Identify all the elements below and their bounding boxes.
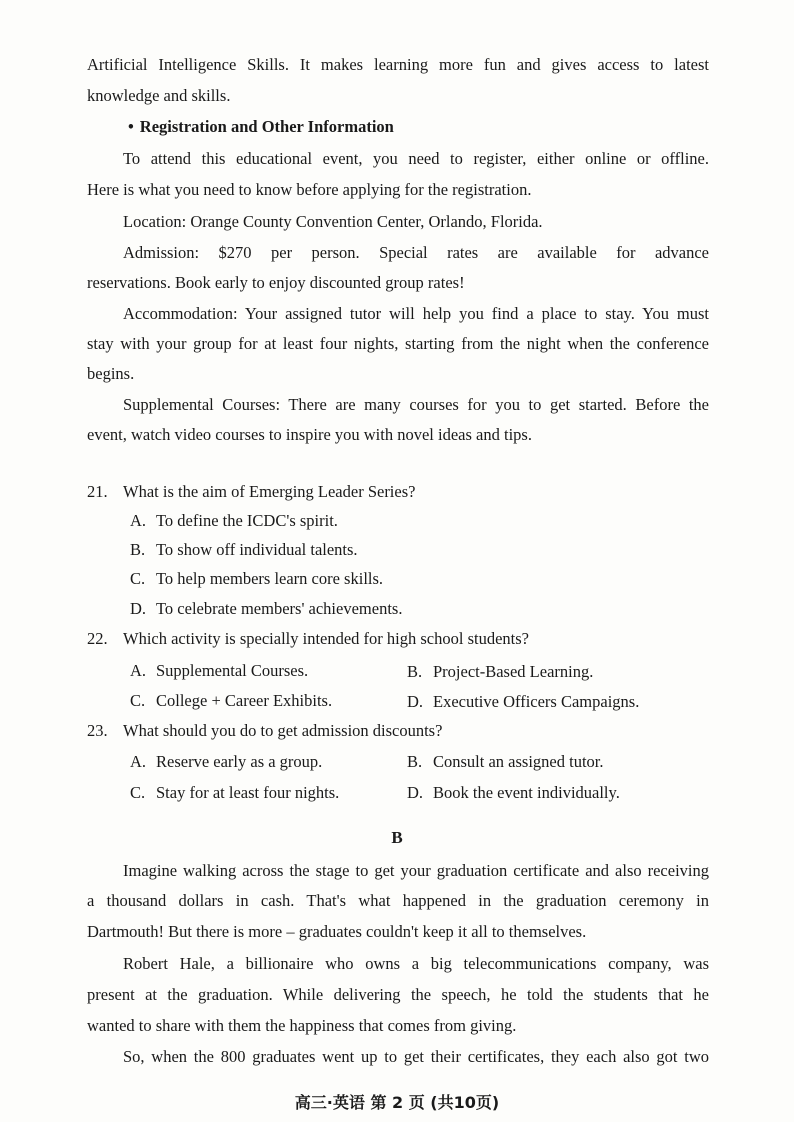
- section-b-p2-line-2: present at the graduation. While delivering the speech, he told the students that he: [87, 985, 709, 1004]
- question-text: What is the aim of Emerging Leader Series?: [123, 482, 416, 501]
- option-21-b[interactable]: B. To show off individual talents.: [130, 540, 358, 559]
- section-b-p1-line-1: Imagine walking across the stage to get your graduation certificate and also receiving: [123, 861, 709, 880]
- registration-intro-line-2: Here is what you need to know before applying for the registration.: [87, 180, 532, 199]
- option-22-d[interactable]: D. Executive Officers Campaigns.: [407, 692, 640, 711]
- option-21-a[interactable]: A. To define the ICDC's spirit.: [130, 511, 338, 530]
- question-number: 21.: [87, 482, 108, 501]
- registration-heading-text: Registration and Other Information: [139, 117, 394, 136]
- option-22-b[interactable]: B. Project-Based Learning.: [407, 662, 594, 681]
- question-22: [87, 628, 529, 650]
- option-21-c[interactable]: C. To help members learn core skills.: [130, 569, 384, 588]
- section-b-p1-line-2: a thousand dollars in cash. That's what happened in the graduation ceremony in: [87, 891, 709, 910]
- passage-a-line-2: knowledge and skills.: [87, 86, 231, 105]
- question-text: Which activity is specially intended for high school students?: [123, 629, 529, 648]
- supplemental-line-1: Supplemental Courses: There are many courses for you to get started. Before the: [123, 395, 709, 414]
- question-number: 23.: [87, 721, 108, 740]
- option-22-a[interactable]: A. Supplemental Courses.: [130, 661, 309, 680]
- registration-intro-line-1: To attend this educational event, you need to register, either online or offline.: [123, 149, 709, 168]
- section-b-p3-line-1: So, when the 800 graduates went up to get their certificates, they each also got two: [123, 1047, 709, 1066]
- accommodation-line-3: begins.: [87, 364, 135, 383]
- question-21: [87, 481, 415, 503]
- section-b-p2-line-3: wanted to share with them the happiness that comes from giving.: [87, 1016, 517, 1035]
- bullet-icon: •: [128, 117, 134, 136]
- supplemental-line-2: event, watch video courses to inspire you with novel ideas and tips.: [87, 425, 532, 444]
- accommodation-line-2: stay with your group for at least four nights, starting from the night when the conference: [87, 334, 709, 353]
- admission-line-1: Admission: $270 per person. Special rates are available for advance: [123, 243, 709, 262]
- accommodation-line-1: Accommodation: Your assigned tutor will help you find a place to stay. You must: [123, 304, 709, 323]
- section-b-label: B: [391, 828, 403, 847]
- registration-heading: [128, 116, 750, 138]
- section-b-p2-line-1: Robert Hale, a billionaire who owns a big telecommunications company, was: [123, 954, 709, 973]
- option-22-c[interactable]: C. College + Career Exhibits.: [130, 691, 333, 710]
- option-23-d[interactable]: D. Book the event individually.: [407, 783, 620, 802]
- question-23: [87, 720, 442, 742]
- option-23-a[interactable]: A. Reserve early as a group.: [130, 752, 323, 771]
- option-21-d[interactable]: D. To celebrate members' achievements.: [130, 599, 403, 618]
- option-23-c[interactable]: C. Stay for at least four nights.: [130, 783, 340, 802]
- page-footer: 高三·英语 第 2 页 (共10页): [294, 1093, 500, 1112]
- admission-line-2: reservations. Book early to enjoy discounted group rates!: [87, 273, 465, 292]
- passage-a-line-1: Artificial Intelligence Skills. It makes learning more fun and gives access to latest: [87, 55, 709, 74]
- option-23-b[interactable]: B. Consult an assigned tutor.: [407, 752, 604, 771]
- location-line: Location: Orange County Convention Center, Orlando, Florida.: [123, 212, 543, 231]
- section-b-p1-line-3: Dartmouth! But there is more – graduates couldn't keep it all to themselves.: [87, 922, 587, 941]
- question-number: 22.: [87, 629, 108, 648]
- question-text: What should you do to get admission discounts?: [123, 721, 443, 740]
